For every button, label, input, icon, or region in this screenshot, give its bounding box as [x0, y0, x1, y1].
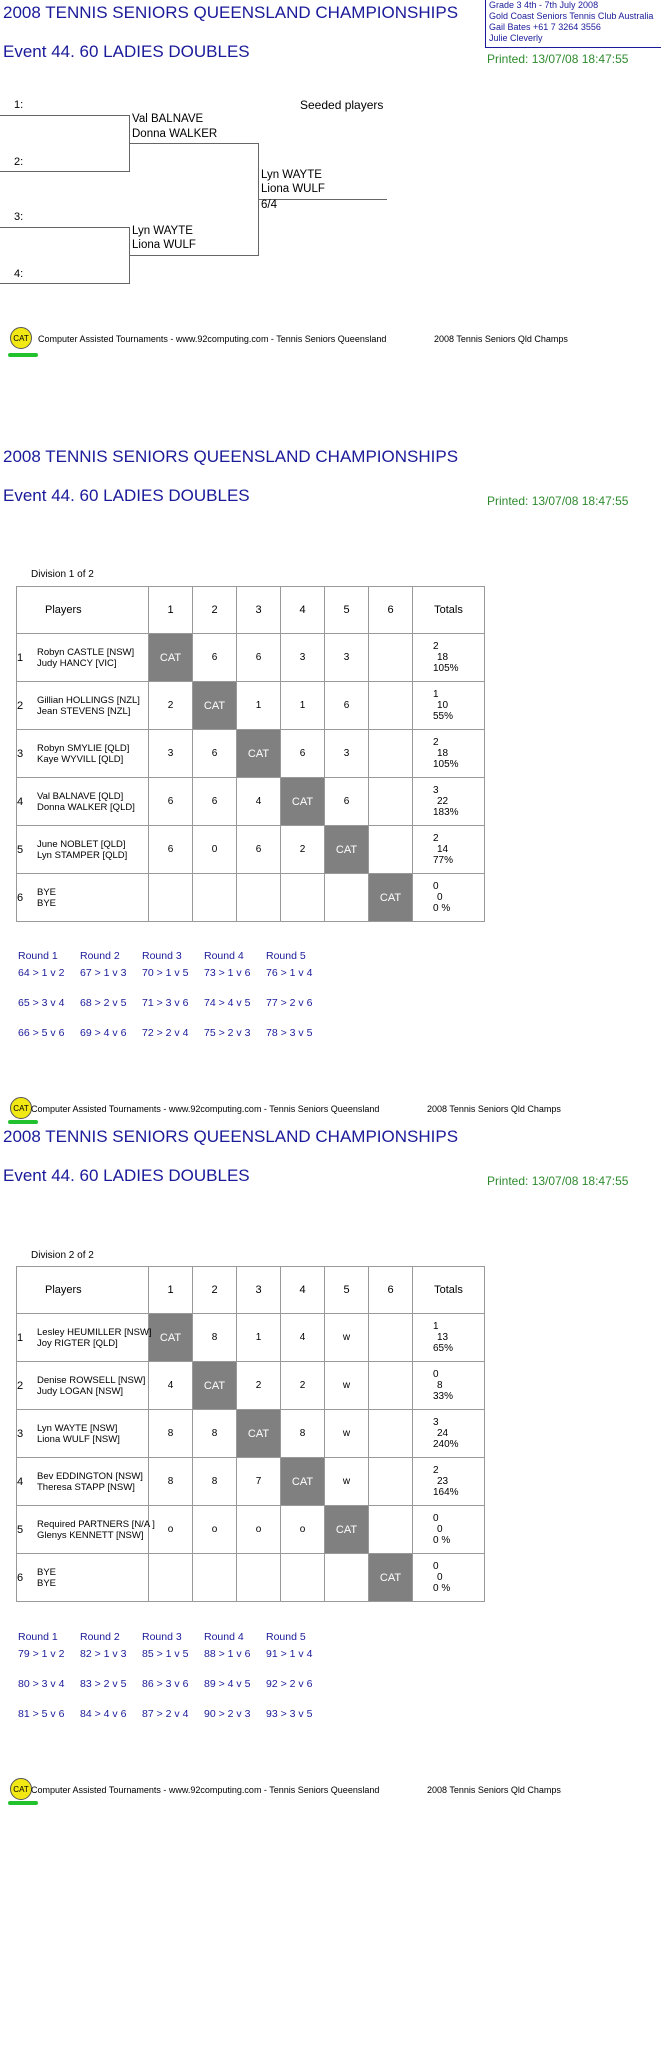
- column-header: 1: [149, 587, 193, 634]
- totals-cell: [413, 634, 485, 682]
- event-title: Event 44. 60 LADIES DOUBLES: [3, 1166, 250, 1185]
- players-cell: [17, 730, 149, 778]
- totals-games: 13: [437, 1332, 449, 1343]
- footer-right-text: 2008 Tennis Seniors Qld Champs: [434, 334, 568, 344]
- player-name: Judy LOGAN [NSW]: [37, 1385, 124, 1397]
- player-name: Gillian HOLLINGS [NZL]: [37, 694, 140, 706]
- totals-games: 0: [437, 892, 443, 903]
- player-name: Required PARTNERS [N/A ]: [37, 1518, 155, 1530]
- semi-bottom-player-2: Liona WULF: [132, 239, 196, 251]
- player-name: Judy HANCY [VIC]: [37, 657, 117, 669]
- score-cell: 4: [149, 1362, 193, 1410]
- footer-right-text: 2008 Tennis Seniors Qld Champs: [427, 1785, 561, 1795]
- score-cell: o: [281, 1506, 325, 1554]
- match-schedule-entry: 77 > 2 v 6: [266, 997, 313, 1009]
- player-name: Bev EDDINGTON [NSW]: [37, 1470, 143, 1482]
- row-number: 2: [17, 699, 24, 712]
- draw-position-4: 4:: [14, 268, 24, 280]
- totals-percentage: 33%: [433, 1391, 454, 1402]
- column-header: 3: [237, 1267, 281, 1314]
- logo-underline: [8, 1801, 38, 1805]
- players-header: Players: [17, 587, 149, 634]
- column-header: 3: [237, 587, 281, 634]
- pair-names: [37, 1519, 155, 1541]
- bracket-line: [0, 283, 129, 284]
- score-cell: w: [325, 1410, 369, 1458]
- totals-wins: 1: [433, 689, 439, 700]
- totals-games: 10: [437, 700, 449, 711]
- player-name: Jean STEVENS [NZL]: [37, 705, 131, 717]
- footer-text: Computer Assisted Tournaments - www.92computing.com - Tennis Seniors Queensland: [31, 1785, 380, 1795]
- score-cell: 2: [149, 682, 193, 730]
- column-header: 4: [281, 587, 325, 634]
- score-cell: 6: [149, 778, 193, 826]
- score-cell: 0: [193, 826, 237, 874]
- totals-games: 22: [437, 796, 449, 807]
- player-name: BYE: [37, 1566, 57, 1578]
- pair-names: [37, 1423, 120, 1445]
- logo-underline: [8, 353, 38, 357]
- row-number: 1: [17, 1331, 24, 1344]
- row-number: 5: [17, 843, 24, 856]
- score-cell: 6: [325, 778, 369, 826]
- totals-percentage: 55%: [433, 711, 454, 722]
- totals-games: 23: [437, 1476, 449, 1487]
- self-match-cell: CAT: [281, 1458, 325, 1506]
- match-schedule-entry: 81 > 5 v 6: [18, 1708, 65, 1720]
- score-cell: 3: [325, 730, 369, 778]
- self-match-cell: CAT: [325, 826, 369, 874]
- totals-games: 0: [437, 1572, 443, 1583]
- column-header: 2: [193, 1267, 237, 1314]
- score-cell: 6: [193, 778, 237, 826]
- event-title: Event 44. 60 LADIES DOUBLES: [3, 486, 250, 505]
- footer-text: Computer Assisted Tournaments - www.92computing.com - Tennis Seniors Queensland: [31, 1104, 380, 1114]
- pair-names: [37, 695, 140, 717]
- score-cell: w: [325, 1458, 369, 1506]
- score-cell: 8: [193, 1458, 237, 1506]
- totals-percentage: 164%: [433, 1487, 459, 1498]
- table-row: [17, 874, 485, 922]
- players-cell: [17, 826, 149, 874]
- draw-position-3: 3:: [14, 211, 24, 223]
- match-schedule-entry: 87 > 2 v 4: [142, 1708, 189, 1720]
- score-cell: 6: [325, 682, 369, 730]
- match-schedule-entry: 70 > 1 v 5: [142, 967, 189, 979]
- player-name: Denise ROWSELL [NSW]: [37, 1374, 146, 1386]
- totals-wins: 3: [433, 1417, 439, 1428]
- score-cell: 1: [237, 1314, 281, 1362]
- players-cell: [17, 778, 149, 826]
- self-match-cell: CAT: [369, 1554, 413, 1602]
- match-schedule-entry: 65 > 3 v 4: [18, 997, 65, 1009]
- pair-names: [37, 1327, 152, 1349]
- players-cell: [17, 1410, 149, 1458]
- score-cell: 3: [281, 634, 325, 682]
- match-schedule-entry: 68 > 2 v 5: [80, 997, 127, 1009]
- match-schedule-entry: 84 > 4 v 6: [80, 1708, 127, 1720]
- score-cell: [193, 1554, 237, 1602]
- round-header: Round 1: [18, 950, 58, 962]
- round-header: Round 3: [142, 950, 182, 962]
- cat-logo: CAT: [10, 1097, 32, 1119]
- score-cell: [193, 874, 237, 922]
- score-cell: [149, 874, 193, 922]
- player-name: Theresa STAPP [NSW]: [37, 1481, 135, 1493]
- self-match-cell: CAT: [149, 634, 193, 682]
- totals-games: 8: [437, 1380, 443, 1391]
- totals-wins: 0: [433, 1561, 439, 1572]
- score-cell: 6: [237, 634, 281, 682]
- final-player-1: Lyn WAYTE: [261, 169, 322, 181]
- column-header: 2: [193, 587, 237, 634]
- match-schedule-entry: 83 > 2 v 5: [80, 1678, 127, 1690]
- score-cell: 1: [237, 682, 281, 730]
- pair-names: [37, 743, 129, 765]
- self-match-cell: CAT: [193, 1362, 237, 1410]
- row-number: 3: [17, 747, 24, 760]
- score-cell: [369, 682, 413, 730]
- final-player-2: Liona WULF: [261, 183, 325, 195]
- bracket-line: [0, 227, 129, 228]
- self-match-cell: CAT: [237, 1410, 281, 1458]
- score-cell: [369, 1410, 413, 1458]
- players-cell: [17, 1554, 149, 1602]
- score-cell: [325, 874, 369, 922]
- table-row: [17, 1554, 485, 1602]
- totals-cell: [413, 1410, 485, 1458]
- match-schedule-entry: 73 > 1 v 6: [204, 967, 251, 979]
- score-cell: [369, 778, 413, 826]
- bracket-line: [130, 255, 258, 256]
- totals-cell: [413, 1362, 485, 1410]
- column-header: 5: [325, 587, 369, 634]
- info-contact-2: Julie Cleverly: [489, 33, 543, 43]
- totals-header: Totals: [413, 1267, 485, 1314]
- score-cell: [149, 1554, 193, 1602]
- score-cell: [369, 634, 413, 682]
- totals-cell: [413, 874, 485, 922]
- totals-games: 24: [437, 1428, 449, 1439]
- footer-right-text: 2008 Tennis Seniors Qld Champs: [427, 1104, 561, 1114]
- tournament-info-box: [485, 0, 661, 48]
- match-schedule-entry: 75 > 2 v 3: [204, 1027, 251, 1039]
- player-name: BYE: [37, 886, 57, 898]
- player-name: Donna WALKER [QLD]: [37, 801, 135, 813]
- match-schedule-entry: 67 > 1 v 3: [80, 967, 127, 979]
- round-header: Round 2: [80, 950, 120, 962]
- match-schedule-entry: 64 > 1 v 2: [18, 967, 65, 979]
- pair-names: [37, 839, 127, 861]
- match-schedule-entry: 72 > 2 v 4: [142, 1027, 189, 1039]
- match-schedule-entry: 91 > 1 v 4: [266, 1648, 313, 1660]
- totals-wins: 2: [433, 641, 439, 652]
- self-match-cell: CAT: [281, 778, 325, 826]
- pair-names: [37, 647, 134, 669]
- info-club: Gold Coast Seniors Tennis Club Australia: [489, 11, 654, 21]
- bracket-line: [130, 143, 258, 144]
- match-schedule-entry: 86 > 3 v 6: [142, 1678, 189, 1690]
- totals-percentage: 240%: [433, 1439, 459, 1450]
- table-row: [17, 778, 485, 826]
- totals-cell: [413, 1506, 485, 1554]
- totals-cell: [413, 730, 485, 778]
- round-header: Round 4: [204, 1631, 244, 1643]
- totals-wins: 2: [433, 833, 439, 844]
- score-cell: 7: [237, 1458, 281, 1506]
- players-cell: [17, 634, 149, 682]
- score-cell: [369, 1362, 413, 1410]
- score-cell: 1: [281, 682, 325, 730]
- row-number: 6: [17, 891, 24, 904]
- division-label: Division 1 of 2: [31, 569, 94, 580]
- totals-percentage: 0 %: [433, 903, 451, 914]
- row-number: 6: [17, 1571, 24, 1584]
- score-cell: 8: [193, 1410, 237, 1458]
- totals-games: 18: [437, 748, 449, 759]
- totals-wins: 0: [433, 1369, 439, 1380]
- table-row: [17, 1362, 485, 1410]
- totals-percentage: 105%: [433, 663, 459, 674]
- self-match-cell: CAT: [325, 1506, 369, 1554]
- match-schedule-entry: 90 > 2 v 3: [204, 1708, 251, 1720]
- totals-percentage: 0 %: [433, 1583, 451, 1594]
- totals-cell: [413, 1458, 485, 1506]
- match-schedule-entry: 76 > 1 v 4: [266, 967, 313, 979]
- printed-timestamp: Printed: 13/07/08 18:47:55: [487, 494, 629, 508]
- page-title: 2008 TENNIS SENIORS QUEENSLAND CHAMPIONSHIPS: [3, 447, 459, 466]
- column-header: 5: [325, 1267, 369, 1314]
- match-schedule-entry: 74 > 4 v 5: [204, 997, 251, 1009]
- table-row: [17, 1314, 485, 1362]
- division-1-table: [16, 586, 485, 922]
- match-schedule-entry: 89 > 4 v 5: [204, 1678, 251, 1690]
- player-name: Val BALNAVE [QLD]: [37, 790, 124, 802]
- score-cell: [237, 874, 281, 922]
- score-cell: 6: [193, 730, 237, 778]
- semi-top-player-1: Val BALNAVE: [132, 113, 204, 125]
- table-row: [17, 826, 485, 874]
- page-title: 2008 TENNIS SENIORS QUEENSLAND CHAMPIONSHIPS: [3, 1127, 459, 1146]
- player-name: BYE: [37, 897, 57, 909]
- players-cell: [17, 1362, 149, 1410]
- semi-bottom-player-1: Lyn WAYTE: [132, 225, 193, 237]
- score-cell: [281, 874, 325, 922]
- match-schedule-entry: 78 > 3 v 5: [266, 1027, 313, 1039]
- round-header: Round 1: [18, 1631, 58, 1643]
- table-row: [17, 1458, 485, 1506]
- bracket-line: [0, 171, 129, 172]
- totals-percentage: 105%: [433, 759, 459, 770]
- player-name: Liona WULF [NSW]: [37, 1433, 120, 1445]
- totals-wins: 0: [433, 1513, 439, 1524]
- score-cell: [369, 826, 413, 874]
- final-score: 6/4: [261, 199, 277, 211]
- column-header: 4: [281, 1267, 325, 1314]
- row-number: 3: [17, 1427, 24, 1440]
- score-cell: 8: [193, 1314, 237, 1362]
- totals-wins: 1: [433, 1321, 439, 1332]
- table-row: [17, 730, 485, 778]
- score-cell: w: [325, 1314, 369, 1362]
- column-header: 6: [369, 587, 413, 634]
- score-cell: [369, 1458, 413, 1506]
- table-row: [17, 1410, 485, 1458]
- score-cell: 8: [149, 1410, 193, 1458]
- score-cell: [369, 1506, 413, 1554]
- player-name: Lyn WAYTE [NSW]: [37, 1422, 118, 1434]
- score-cell: [237, 1554, 281, 1602]
- players-cell: [17, 1506, 155, 1554]
- totals-games: 0: [437, 1524, 443, 1535]
- player-name: Robyn CASTLE [NSW]: [37, 646, 135, 658]
- score-cell: 6: [149, 826, 193, 874]
- score-cell: w: [325, 1362, 369, 1410]
- round-header: Round 5: [266, 950, 306, 962]
- self-match-cell: CAT: [193, 682, 237, 730]
- seeded-players-label: Seeded players: [300, 98, 384, 112]
- totals-cell: [413, 1554, 485, 1602]
- match-schedule-entry: 93 > 3 v 5: [266, 1708, 313, 1720]
- round-robin-table: [16, 586, 485, 922]
- players-cell: [17, 1458, 149, 1506]
- info-grade: Grade 3 4th - 7th July 2008: [489, 0, 599, 10]
- player-name: Glenys KENNETT [NSW]: [37, 1529, 144, 1541]
- score-cell: [325, 1554, 369, 1602]
- players-header: Players: [17, 1267, 149, 1314]
- score-cell: 4: [281, 1314, 325, 1362]
- totals-percentage: 183%: [433, 807, 459, 818]
- player-name: Joy RIGTER [QLD]: [37, 1337, 118, 1349]
- event-title: Event 44. 60 LADIES DOUBLES: [3, 42, 250, 61]
- pair-names: [37, 887, 56, 909]
- printed-timestamp: Printed: 13/07/08 18:47:55: [487, 1174, 629, 1188]
- players-cell: [17, 682, 149, 730]
- column-header: 6: [369, 1267, 413, 1314]
- totals-wins: 0: [433, 881, 439, 892]
- pair-names: [37, 1567, 56, 1589]
- totals-cell: [413, 826, 485, 874]
- totals-games: 18: [437, 652, 449, 663]
- round-header: Round 4: [204, 950, 244, 962]
- pair-names: [37, 1375, 145, 1397]
- score-cell: 6: [281, 730, 325, 778]
- row-number: 5: [17, 1523, 24, 1536]
- cat-logo: CAT: [10, 1778, 32, 1800]
- totals-wins: 2: [433, 737, 439, 748]
- footer-text: Computer Assisted Tournaments - www.92computing.com - Tennis Seniors Queensland: [38, 334, 387, 344]
- bracket-line: [259, 199, 387, 200]
- match-schedule-entry: 66 > 5 v 6: [18, 1027, 65, 1039]
- totals-wins: 3: [433, 785, 439, 796]
- players-cell: [17, 1314, 152, 1362]
- score-cell: 6: [237, 826, 281, 874]
- score-cell: 2: [281, 826, 325, 874]
- table-row: [17, 634, 485, 682]
- row-number: 1: [17, 651, 24, 664]
- match-schedule-entry: 80 > 3 v 4: [18, 1678, 65, 1690]
- match-schedule-entry: 92 > 2 v 6: [266, 1678, 313, 1690]
- round-header: Round 3: [142, 1631, 182, 1643]
- score-cell: 6: [193, 634, 237, 682]
- totals-percentage: 65%: [433, 1343, 454, 1354]
- score-cell: 4: [237, 778, 281, 826]
- logo-underline: [8, 1120, 38, 1124]
- score-cell: o: [193, 1506, 237, 1554]
- pair-names: [37, 791, 135, 813]
- round-header: Round 2: [80, 1631, 120, 1643]
- self-match-cell: CAT: [237, 730, 281, 778]
- division-label: Division 2 of 2: [31, 1250, 94, 1261]
- player-name: Robyn SMYLIE [QLD]: [37, 742, 130, 754]
- row-number: 4: [17, 1475, 24, 1488]
- score-cell: o: [149, 1506, 193, 1554]
- self-match-cell: CAT: [149, 1314, 193, 1362]
- row-number: 4: [17, 795, 24, 808]
- player-name: Lyn STAMPER [QLD]: [37, 849, 128, 861]
- printed-timestamp: Printed: 13/07/08 18:47:55: [487, 52, 629, 66]
- score-cell: 8: [281, 1410, 325, 1458]
- totals-percentage: 0 %: [433, 1535, 451, 1546]
- score-cell: 8: [149, 1458, 193, 1506]
- totals-cell: [413, 682, 485, 730]
- row-number: 2: [17, 1379, 24, 1392]
- score-cell: [369, 730, 413, 778]
- draw-position-1: 1:: [14, 99, 24, 111]
- player-name: June NOBLET [QLD]: [37, 838, 126, 850]
- table-row: [17, 1506, 485, 1554]
- page-title: 2008 TENNIS SENIORS QUEENSLAND CHAMPIONSHIPS: [3, 3, 459, 22]
- totals-wins: 2: [433, 1465, 439, 1476]
- match-schedule-entry: 82 > 1 v 3: [80, 1648, 127, 1660]
- score-cell: [281, 1554, 325, 1602]
- player-name: Kaye WYVILL [QLD]: [37, 753, 124, 765]
- bracket-line: [0, 115, 129, 116]
- semi-top-player-2: Donna WALKER: [132, 128, 218, 140]
- match-schedule-entry: 85 > 1 v 5: [142, 1648, 189, 1660]
- score-cell: 2: [237, 1362, 281, 1410]
- totals-cell: [413, 1314, 485, 1362]
- score-cell: 2: [281, 1362, 325, 1410]
- column-header: 1: [149, 1267, 193, 1314]
- info-contact: Gail Bates +61 7 3264 3556: [489, 22, 601, 32]
- score-cell: 3: [149, 730, 193, 778]
- players-cell: [17, 874, 149, 922]
- match-schedule-entry: 71 > 3 v 6: [142, 997, 189, 1009]
- self-match-cell: CAT: [369, 874, 413, 922]
- totals-cell: [413, 778, 485, 826]
- match-schedule-entry: 79 > 1 v 2: [18, 1648, 65, 1660]
- score-cell: o: [237, 1506, 281, 1554]
- table-row: [17, 682, 485, 730]
- totals-percentage: 77%: [433, 855, 454, 866]
- score-cell: [369, 1314, 413, 1362]
- round-robin-table: [16, 1266, 485, 1602]
- totals-games: 14: [437, 844, 449, 855]
- draw-position-2: 2:: [14, 156, 24, 168]
- division-2-table: [16, 1266, 485, 1602]
- totals-header: Totals: [413, 587, 485, 634]
- score-cell: 3: [325, 634, 369, 682]
- round-header: Round 5: [266, 1631, 306, 1643]
- player-name: Lesley HEUMILLER [NSW]: [37, 1326, 152, 1338]
- pair-names: [37, 1471, 143, 1493]
- match-schedule-entry: 69 > 4 v 6: [80, 1027, 127, 1039]
- cat-logo: CAT: [10, 327, 32, 349]
- match-schedule-entry: 88 > 1 v 6: [204, 1648, 251, 1660]
- player-name: BYE: [37, 1577, 57, 1589]
